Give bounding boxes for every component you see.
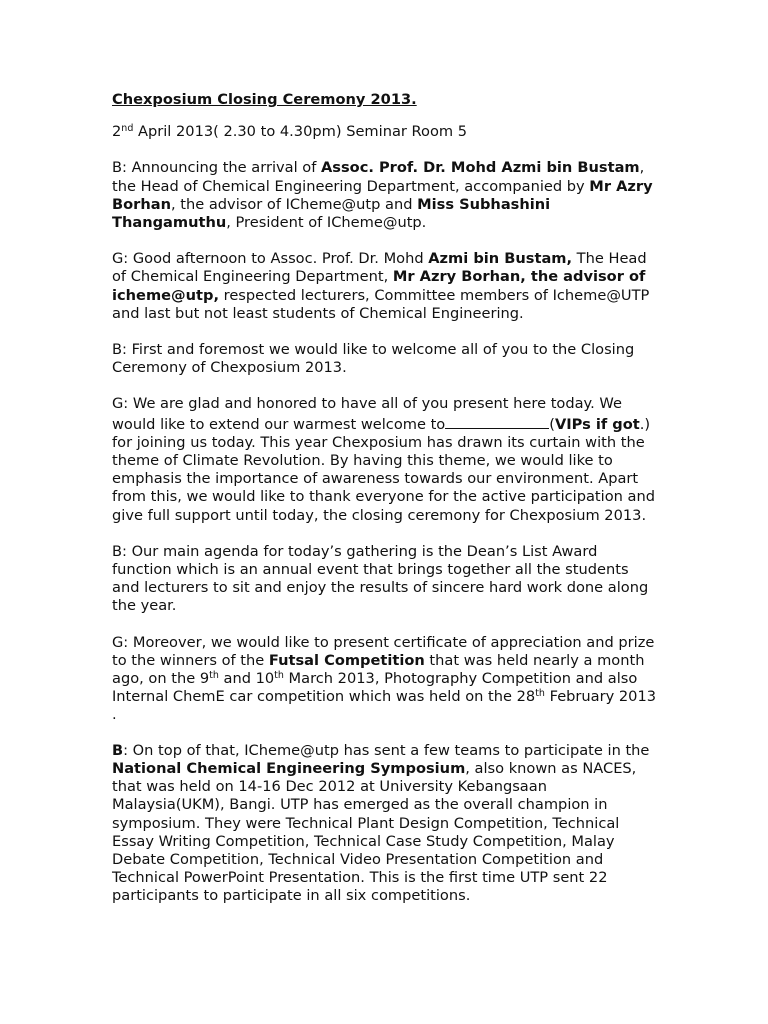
- paragraph-vip-welcome: G: We are glad and honored to have all of you present here today. We would like to extend our warmest welcome to (VIPs if got.) for joining us today. This year Chexposium has drawn its curtain with the theme of Climate Revolution. By having this theme, we would like to emphasis the importance of awareness towards our environment. Apart from this, we would like to thank everyone for the active participation and give full support until today, the closing ceremony for Chexposium 2013.: [112, 395, 655, 524]
- document-page: [112, 91, 660, 924]
- name-president: Miss Subhashini Thangamuthu: [112, 195, 551, 232]
- paragraph-agenda: B: Our main agenda for today’s gathering is the Dean’s List Award function which is an annual event that brings together all the students and lecturers to sit and enjoy the results of sincere hard work done along the year.: [112, 542, 649, 615]
- paragraph-certificates: G: Moreover, we would like to present certificate of appreciation and prize to the winners of the Futsal Competition that was held nearly a month ago, on the 9th and 10th March 2013, Photography Competition and also Internal ChemE car competition which was held on the 28th February 2013 .: [112, 633, 657, 724]
- date-line: 2nd April 2013( 2.30 to 4.30pm) Seminar Room 5: [112, 123, 468, 141]
- name-advisor: Mr Azry Borhan: [112, 177, 653, 213]
- document-title: Chexposium Closing Ceremony 2013.: [112, 91, 417, 108]
- vip-blank-line: [445, 414, 549, 429]
- paragraph-arrival: B: Announcing the arrival of Assoc. Prof. Dr. Mohd Azmi bin Bustam, the Head of Chemical Engineering Department, accompanied by Mr Azry Borhan, the advisor of ICheme@utp and Miss Subhashini Thangamuthu, President of ICheme@utp.: [112, 159, 653, 232]
- paragraph-symposium: B: On top of that, ICheme@utp has sent a few teams to participate in the National Chemical Engineering Symposium, also known as NACES, that was held on 14-16 Dec 2012 at University Kebangsaan Malaysia(UKM), Bangi. UTP has emerged as the overall champion in symposium. They were Technical Plant Design Competition, Technical Essay Writing Competition, Technical Case Study Competition, Malay Debate Competition, Technical Video Presentation Competition and Technical PowerPoint Presentation. This is the first time UTP sent 22 participants to participate in all six competitions.: [112, 741, 650, 905]
- paragraph-greeting: G: Good afternoon to Assoc. Prof. Dr. Mohd Azmi bin Bustam, The Head of Chemical Engineering Department, Mr Azry Borhan, the advisor of icheme@utp, respected lecturers, Committee members of Icheme@UTP and last but not least students of Chemical Engineering.: [112, 250, 650, 322]
- date-suffix: nd: [121, 123, 134, 135]
- paragraph-welcome: B: First and foremost we would like to welcome all of you to the Closing Ceremony of Chexposium 2013.: [112, 341, 635, 377]
- name-hod: Assoc. Prof. Dr. Mohd Azmi bin Bustam: [321, 159, 640, 177]
